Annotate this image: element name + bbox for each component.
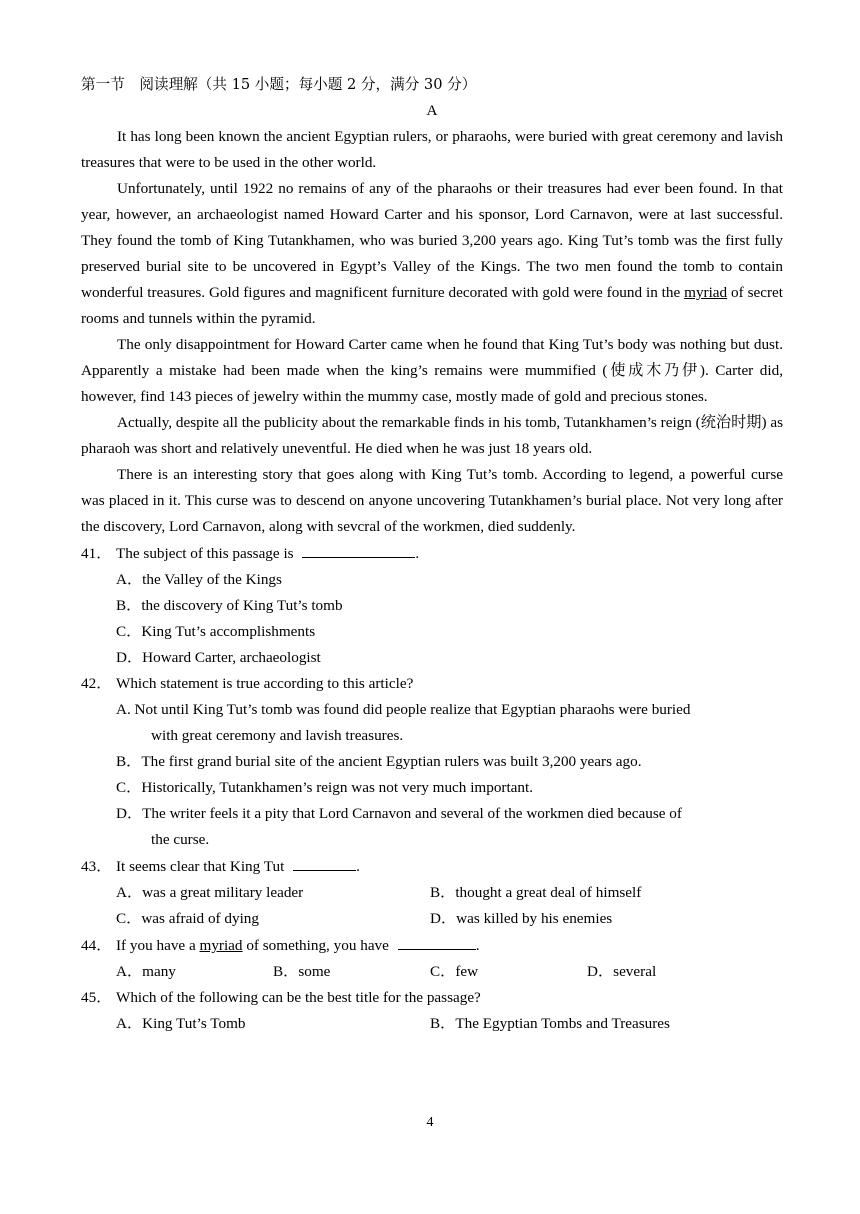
answer-blank — [398, 932, 476, 950]
question-stem: Which of the following can be the best title for the passage? — [116, 989, 481, 1006]
answer-blank — [302, 540, 415, 558]
answer-blank — [293, 853, 356, 871]
options-row-43-1 — [81, 880, 783, 906]
question-number: 42． — [81, 675, 112, 692]
passage-paragraph-4: Actually, despite all the publicity about the remarkable finds in his tomb, Tutankhamen’s reign (统治时期) as pharaoh was short and relatively uneventful. He died when he was just 18 years old. — [81, 414, 783, 457]
paragraph-text: Unfortunately, until 1922 no remains of any of the pharaohs or their treasures had ever been found. In that year, however, an archaeologist named Howard Carter and his sponsor, Lord Carnavon, were at last successful. They found the tomb of King Tutankhamen, who was buried 3,200 years ago. King Tut’s tomb was the first fully preserved burial site to be uncovered in Egypt’s Valley of the Kings. The two men found the tomb to contain wonderful treasures. Gold figures and magnificent furniture decorated with gold were found in the — [81, 180, 783, 301]
option-42-c[interactable]: C．Historically, Tutankhamen’s reign was not very much important. — [116, 779, 534, 796]
question-stem: If you have a — [116, 937, 200, 954]
option-41-c[interactable]: C．King Tut’s accomplishments — [116, 623, 316, 640]
option-text: A. Not until King Tut’s tomb was found did people realize that Egyptian pharaohs were buried — [116, 701, 691, 718]
option-text-continued: with great ceremony and lavish treasures. — [151, 727, 404, 744]
option-45-a[interactable]: A．King Tut’s Tomb — [116, 1015, 246, 1032]
passage-paragraph-2 — [81, 176, 783, 332]
option-43-d[interactable]: D．was killed by his enemies — [430, 910, 613, 927]
question-end: . — [415, 545, 420, 562]
question-45 — [81, 985, 783, 1011]
question-number: 43． — [81, 858, 112, 875]
question-end: . — [475, 937, 480, 954]
option-text-continued: the curse. — [151, 831, 210, 848]
question-41 — [81, 540, 783, 567]
option-42-d[interactable] — [81, 801, 783, 853]
option-44-c[interactable]: C．few — [430, 963, 479, 980]
option-44-d[interactable]: D．several — [587, 963, 657, 980]
passage-paragraph-1: It has long been known the ancient Egyptian rulers, or pharaohs, were buried with great ceremony and lavish treasures that were to be used in the other world. — [81, 128, 783, 171]
passage-paragraph-3: The only disappointment for Howard Carter came when he found that King Tut’s body was nothing but dust. Apparently a mistake had been made when the king’s remains were mummified (使成木乃伊). Carter did, however, find 143 pieces of jewelry within the mummy case, mostly made of gold and precious stones. — [81, 336, 783, 405]
option-41-d[interactable]: D．Howard Carter, archaeologist — [116, 649, 321, 666]
option-text: D．The writer feels it a pity that Lord Carnavon and several of the workmen died because of — [116, 805, 682, 822]
question-43 — [81, 853, 783, 880]
question-stem: It seems clear that King Tut — [116, 858, 285, 875]
option-42-b[interactable]: B．The first grand burial site of the ancient Egyptian rulers was built 3,200 years ago. — [116, 753, 642, 770]
option-41-b[interactable]: B．the discovery of King Tut’s tomb — [116, 597, 343, 614]
question-stem: Which statement is true according to this article? — [116, 675, 414, 692]
question-stem: The subject of this passage is — [116, 545, 294, 562]
underlined-word-myriad: myriad — [684, 284, 728, 301]
passage-label: A — [426, 102, 438, 119]
question-number: 45． — [81, 989, 112, 1006]
question-42 — [81, 671, 783, 697]
option-43-c[interactable]: C．was afraid of dying — [116, 910, 259, 927]
question-stem: of something, you have — [242, 937, 389, 954]
paragraph-text: of secret rooms and tunnels within the pyramid. — [81, 284, 783, 327]
options-row-43-2 — [81, 906, 783, 932]
option-43-a[interactable]: A．was a great military leader — [116, 884, 304, 901]
page-number: 4 — [426, 1115, 434, 1130]
underlined-word-myriad: myriad — [199, 937, 243, 954]
option-41-a[interactable]: A．the Valley of the Kings — [116, 571, 282, 588]
question-end: . — [356, 858, 360, 875]
question-number: 44． — [81, 937, 112, 954]
option-44-b[interactable]: B．some — [273, 963, 331, 980]
options-row-44 — [81, 959, 783, 985]
option-43-b[interactable]: B．thought a great deal of himself — [430, 884, 642, 901]
question-44 — [81, 932, 783, 959]
option-45-b[interactable]: B．The Egyptian Tombs and Treasures — [430, 1015, 670, 1032]
section-title: 第一节 阅读理解（共 15 小题；每小题 2 分，满分 30 分） — [81, 76, 477, 93]
option-44-a[interactable]: A．many — [116, 963, 176, 980]
question-number: 41． — [81, 545, 112, 562]
options-row-45 — [81, 1011, 783, 1037]
exam-page — [81, 72, 783, 1037]
passage-paragraph-5: There is an interesting story that goes along with King Tut’s tomb. According to legend, a powerful curse was placed in it. This curse was to descend on anyone uncovering Tutankhamen’s burial place. Not very long after the discovery, Lord Carnavon, along with sevcral of the workmen, died suddenly. — [81, 466, 783, 535]
option-42-a[interactable] — [81, 697, 783, 749]
